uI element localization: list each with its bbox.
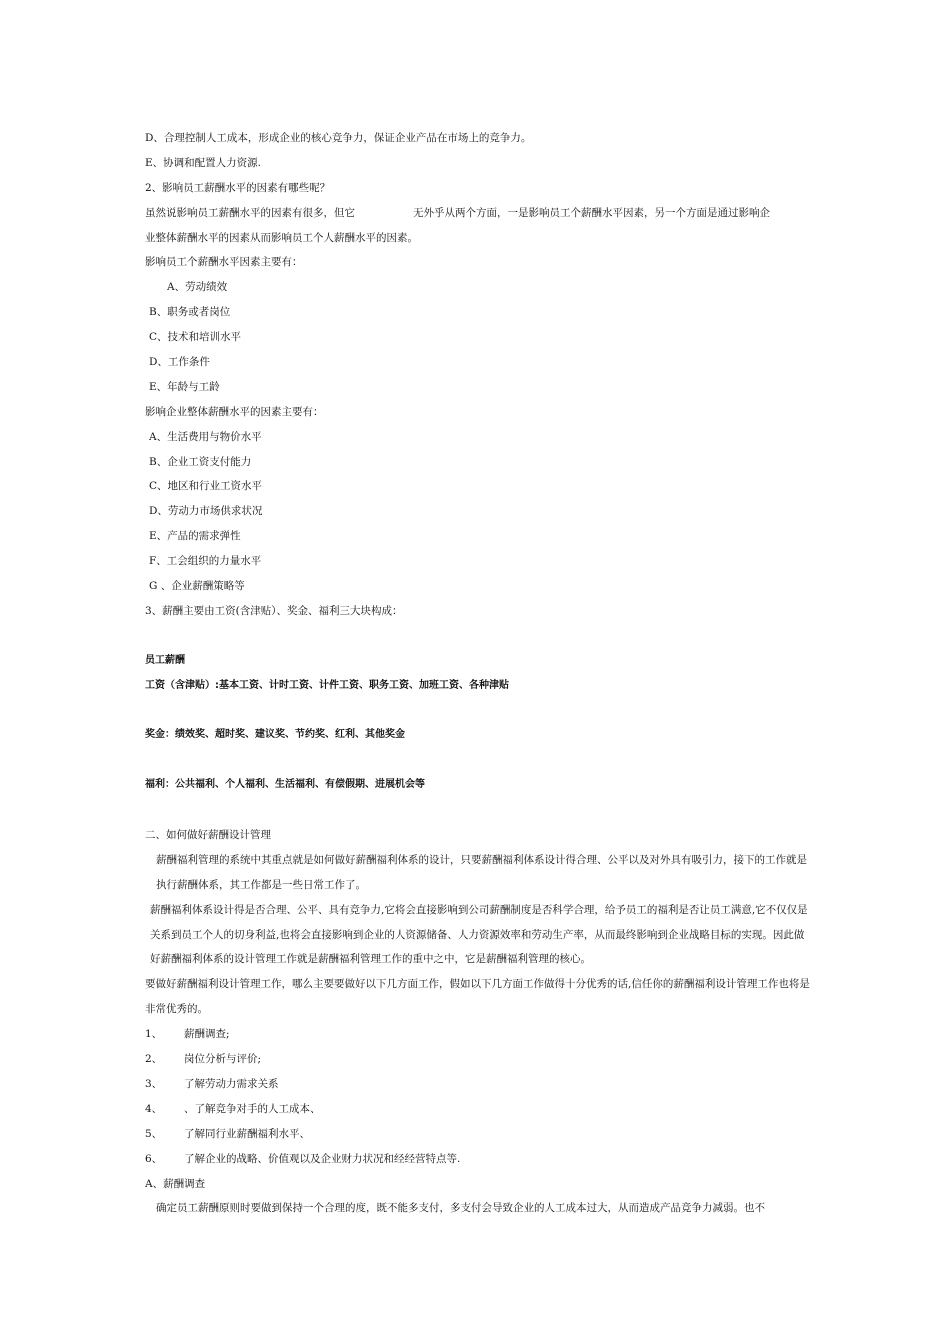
text-fragment: 无外乎从两个方面，一是影响员工个薪酬水平因素，另一个方面是通过影响企: [413, 206, 770, 219]
text-line: [145, 201, 810, 226]
text-fragment: 虽然说影响员工薪酬水平的因素有很多，但它: [145, 206, 355, 219]
list-number: 5、: [145, 1127, 163, 1140]
text-line: D、合理控制人工成本，形成企业的核心竞争力，保证企业产品在市场上的竞争力。: [145, 132, 532, 144]
list-text: 了解同行业薪酬福利水平、: [184, 1127, 310, 1140]
section-heading: 3、薪酬主要由工资(含津贴）、奖金、福利三大块构成：: [145, 604, 403, 617]
text-line: E、协调和配置人力资源.: [145, 156, 262, 169]
list-item: B、企业工资支付能力: [149, 455, 252, 468]
list-number: 4、: [145, 1102, 163, 1115]
blank-line: [145, 798, 810, 823]
bold-line-benefits: 福利：公共福利、个人福利、生活福利、有偿假期、进展机会等: [145, 779, 425, 791]
blank-line: [145, 624, 810, 649]
list-item: C、地区和行业工资水平: [149, 480, 263, 493]
list-item: E、年龄与工龄: [149, 380, 220, 393]
list-item: D、工作条件: [149, 356, 210, 369]
list-item: [145, 1022, 810, 1047]
bold-line-bonus: 奖金：绩效奖、超时奖、建议奖、节约奖、红利、其他奖金: [145, 729, 405, 741]
paragraph: 确定员工薪酬原则时要做到保持一个合理的度，既不能多支付，多支付会导致企业的人工成本过大，从而造成产品竞争力减弱。也不: [156, 1202, 765, 1215]
paragraph: 薪酬福利体系设计得是否合理、公平、具有竞争力,它将会直接影响到公司薪酬制度是否科学合理，给予员工的福利是否让员工满意,它不仅仅是关系到员工个人的切身利益,也将会直接影响到企业的人资源储备、人力资源效率和劳动生产率，从而最终影响到企业战略目标的实现。因此做好薪酬福利体系的设计管理工作就是薪酬福利管理工作的重中之中，它是薪酬福利管理的核心。: [150, 903, 808, 966]
list-item: A、劳动绩效: [167, 281, 228, 294]
paragraph: 要做好薪酬福利设计管理工作，哪么主要要做好以下几方面工作，假如以下几方面工作做得十分优秀的话,信任你的薪酬福利设计管理工作也将是非常优秀的。: [145, 978, 810, 1016]
section-heading: 二、如何做好薪酬设计管理: [145, 828, 271, 841]
list-item: A、生活费用与物价水平: [149, 430, 262, 443]
text-line: 业整体薪酬水平的因素从而影响员工个人薪酬水平的因素。: [145, 231, 418, 244]
list-item: E、产品的需求弹性: [149, 530, 241, 543]
list-item: F、工会组织的力量水平: [149, 555, 262, 568]
list-text: 岗位分析与评价;: [184, 1053, 262, 1066]
list-item: [145, 1097, 810, 1122]
list-number: 1、: [145, 1028, 163, 1041]
list-text: 、了解竞争对手的人工成本、: [184, 1102, 321, 1115]
list-item: C、技术和培训水平: [149, 331, 242, 344]
bold-heading: 员工薪酬: [145, 654, 185, 666]
blank-line: [145, 748, 810, 773]
section-heading: A、薪酬调查: [145, 1177, 206, 1190]
paragraph: 薪酬福利管理的系统中其重点就是如何做好薪酬福利体系的设计，只要薪酬福利体系设计得合理、公平以及对外具有吸引力，接下的工作就是执行薪酬体系，其工作都是一些日常工作了。: [156, 853, 807, 891]
bold-line-wages: 工资（含津贴）:基本工资、计时工资、计件工资、职务工资、加班工资、各种津贴: [145, 679, 509, 691]
list-text: 了解企业的战略、价值观以及企业财力状况和经经营特点等.: [184, 1152, 461, 1165]
text-line: 影响企业整体薪酬水平的因素主要有：: [145, 405, 324, 418]
list-number: 2、: [145, 1053, 163, 1066]
document-body: [145, 126, 810, 1221]
text-line: 影响员工个薪酬水平因素主要有：: [145, 256, 303, 269]
list-item: B、职务或者岗位: [149, 306, 231, 319]
list-item: [145, 1047, 810, 1072]
numbered-list: [145, 1022, 810, 1171]
list-item: D、劳动力市场供求状况: [149, 505, 263, 518]
list-item: [145, 1122, 810, 1147]
list-text: 了解劳动力需求关系: [184, 1077, 279, 1090]
section-heading: 2、影响员工薪酬水平的因素有哪些呢？: [145, 181, 331, 194]
list-number: 6、: [145, 1152, 163, 1165]
list-item: [145, 1147, 810, 1172]
list-number: 3、: [145, 1077, 163, 1090]
list-text: 薪酬调查;: [184, 1028, 230, 1041]
blank-line: [145, 698, 810, 723]
list-item: G 、企业薪酬策略等: [149, 580, 245, 593]
list-item: [145, 1072, 810, 1097]
